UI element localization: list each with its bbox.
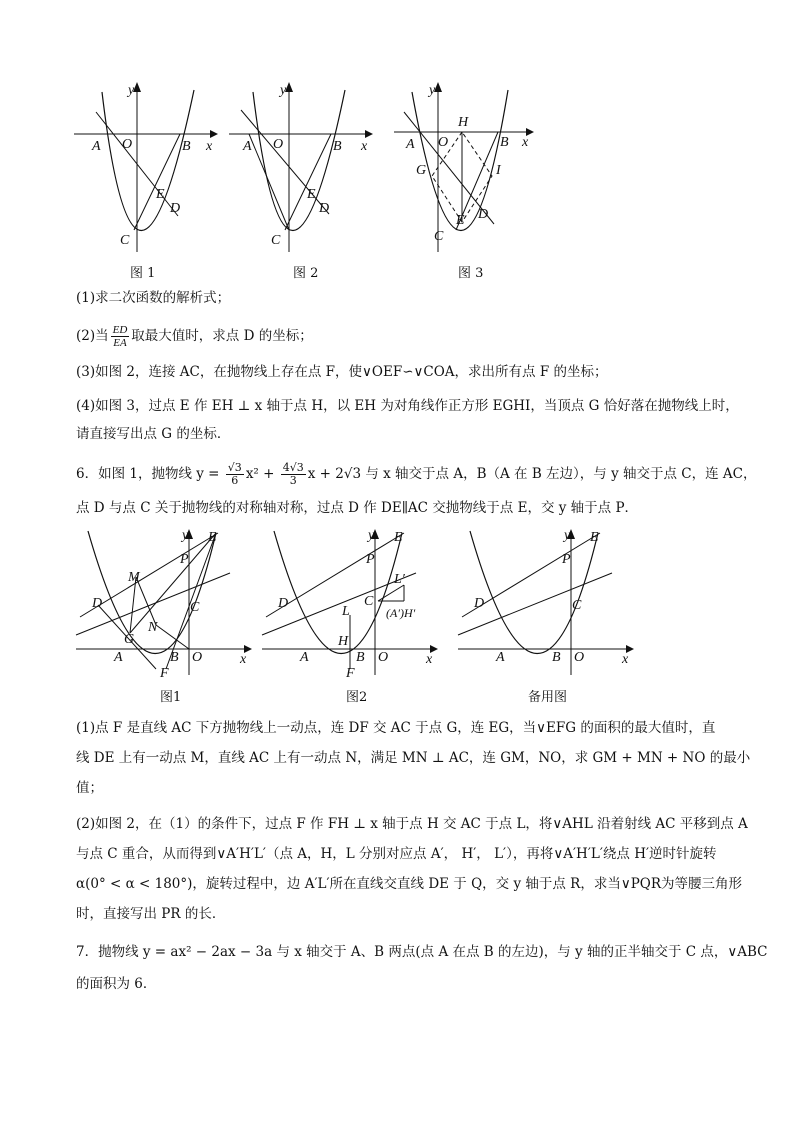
y-label: y (280, 83, 287, 98)
frac-num: √3 (227, 461, 242, 474)
point-D-label: D (478, 207, 489, 222)
y-label: y (368, 528, 375, 543)
point-C-label: C (190, 600, 200, 615)
q6-part1a: (1)点 F 是直线 AC 下方抛物线上一动点，连 DF 交 AC 于点 G，连 EG，当∨EFG 的面积的最大值时，直 (76, 720, 716, 736)
point-P-label: P (366, 552, 375, 567)
point-I-label: I (496, 163, 501, 178)
line-GE (130, 533, 216, 633)
segment-GM (130, 577, 136, 633)
x-label: x (522, 135, 529, 150)
point-E-label: E (394, 530, 403, 545)
q6-intro-b: 点 D 与点 C 关于抛物线的对称轴对称，过点 D 作 DE∥AC 交抛物线于点 E，交 y 轴于点 P． (76, 500, 639, 516)
point-A-label: A (300, 650, 309, 665)
point-C-label: C (271, 233, 281, 248)
point-A-label: A (496, 650, 505, 665)
q6-diagram-1 (72, 525, 257, 710)
parabola (102, 90, 194, 231)
point-O-label: O (273, 137, 284, 152)
point-O-label: O (438, 135, 449, 150)
q5-part2-post: 取最大值时，求点 D 的坐标； (131, 328, 313, 344)
line-AD (241, 110, 329, 214)
frac-den: 3 (289, 474, 297, 487)
point-B-label: B (500, 135, 509, 150)
point-Lprime-label: L′ (394, 572, 405, 587)
fraction-sqrt3-6 (226, 462, 244, 487)
point-B-label: B (333, 139, 342, 154)
q6-part2b: 与点 C 重合，从而得到∨A′H′L′（点 A，H，L 分别对应点 A′， H′， L′），再将∨A′H′L′绕点 H′逆时针旋转 (76, 846, 717, 862)
caption-q6-fig1: 图1 (160, 690, 182, 705)
point-C-label: C (572, 598, 582, 613)
figure-2 (225, 80, 375, 285)
point-O-label: O (122, 137, 133, 152)
q7-line-a: 7．抛物线 y = ax² − 2ax − 3a 与 x 轴交于 A、B 两点(点 A 在点 B 的左边)，与 y 轴的正半轴交于 C 点，∨ABC (76, 944, 768, 960)
q6-diagram-2 (258, 525, 443, 710)
q6-part1b: 线 DE 上有一动点 M，直线 AC 上有一动点 N，满足 MN ⊥ AC，连 GM，NO，求 GM + MN + NO 的最小 (76, 750, 751, 766)
point-H-label: H (458, 115, 469, 130)
parabola (470, 531, 598, 654)
fraction-ED-EA (111, 324, 130, 349)
point-D-label: D (170, 201, 181, 216)
q6-figure-2 (258, 525, 443, 710)
caption-q6-backup: 备用图 (528, 690, 568, 705)
caption-fig3: 图 3 (458, 266, 484, 281)
point-A-label: A (243, 139, 252, 154)
fraction-4sqrt3-3 (281, 462, 306, 487)
x-label: x (361, 139, 368, 154)
q6-part2c: α(0° < α < 180°)，旋转过程中，边 A′L′所在直线交直线 DE 于 Q，交 y 轴于点 R，求当∨PQR为等腰三角形 (76, 876, 743, 892)
figure-3 (390, 80, 540, 285)
q7-line-b: 的面积为 6． (76, 976, 157, 992)
point-B-label: B (182, 139, 191, 154)
caption-fig1: 图 1 (130, 266, 156, 281)
point-G-label: G (416, 163, 427, 178)
point-N-label: N (148, 620, 158, 635)
point-B-label: B (552, 650, 561, 665)
x-label: x (240, 652, 247, 667)
point-E-label: E (156, 187, 165, 202)
parabola (88, 531, 216, 654)
parabola-diagram-2 (225, 80, 375, 285)
y-label: y (128, 83, 135, 98)
q5-part1: (1)求二次函数的解析式； (76, 290, 231, 306)
point-M-label: M (128, 570, 140, 585)
frac-den: 6 (231, 474, 239, 487)
caption-fig2: 图 2 (293, 266, 319, 281)
point-AprimeHprime-label: (A′)H′ (386, 606, 416, 620)
frac-num: 4√3 (282, 461, 304, 474)
point-L-label: L (342, 604, 350, 619)
point-C-label: C (434, 229, 444, 244)
q6-intro-a (76, 461, 757, 487)
q5-part4a: (4)如图 3，过点 E 作 EH ⊥ x 轴于点 H，以 EH 为对角线作正方形 EGHI，当顶点 G 恰好落在抛物线上时， (76, 398, 739, 414)
q6-diagram-backup (454, 525, 639, 710)
point-D-label: D (319, 201, 330, 216)
y-label: y (182, 528, 189, 543)
point-P-label: P (180, 552, 189, 567)
q6-part1c: 值； (76, 780, 103, 796)
point-A-label: A (114, 650, 123, 665)
parabola-diagram-1 (70, 80, 220, 285)
frac-den: EA (113, 337, 127, 349)
point-D-label: D (92, 596, 103, 611)
q5-part2-pre: (2)当 (76, 328, 109, 344)
point-F-label: F (346, 666, 355, 681)
figure-1 (70, 80, 220, 285)
point-O-label: O (192, 650, 203, 665)
q5-part4b: 请直接写出点 G 的坐标． (76, 426, 231, 442)
segment-A'L' (378, 585, 404, 601)
x-label: x (622, 652, 629, 667)
q5-part2 (76, 324, 726, 349)
parabola (253, 90, 345, 231)
point-D-label: D (278, 596, 289, 611)
parabola-diagram-3 (390, 80, 540, 285)
q6-intro-a1: 6．如图 1，抛物线 y = (76, 466, 224, 482)
x-label: x (206, 139, 213, 154)
point-C-label: C (120, 233, 130, 248)
q5-part3: (3)如图 2，连接 AC，在抛物线上存在点 F，使∨OEF∽∨COA，求出所有点 F 的坐标； (76, 364, 608, 380)
q6-figure-1 (72, 525, 257, 710)
point-G-label: G (124, 632, 135, 647)
point-H-label: H (338, 634, 349, 649)
point-B-label: B (170, 650, 179, 665)
point-P-label: P (562, 552, 571, 567)
point-C-label: C (364, 594, 374, 609)
q6-figure-backup (454, 525, 639, 710)
point-F-label: F (160, 666, 169, 681)
q6-part2a: (2)如图 2，在（1）的条件下，过点 F 作 FH ⊥ x 轴于点 H 交 AC 于点 L，将∨AHL 沿着射线 AC 平移到点 A (76, 816, 748, 832)
x-label: x (426, 652, 433, 667)
point-D-label: D (474, 596, 485, 611)
caption-q6-fig2: 图2 (346, 690, 368, 705)
frac-num: ED (112, 324, 128, 336)
y-label: y (429, 83, 436, 98)
q6-intro-a3: x + 2√3 与 x 轴交于点 A，B（A 在 B 左边），与 y 轴交于点 C，连 AC， (307, 466, 757, 482)
point-E-label: E (307, 187, 316, 202)
point-E-label: E (208, 530, 217, 545)
point-O-label: O (574, 650, 585, 665)
point-B-label: B (356, 650, 365, 665)
point-A-label: A (92, 139, 101, 154)
point-O-label: O (378, 650, 389, 665)
q6-intro-a2: x² + (245, 466, 279, 482)
y-label: y (564, 528, 571, 543)
parabola (412, 90, 508, 231)
point-A-label: A (406, 137, 415, 152)
point-E-label: E (456, 213, 465, 228)
q6-part2d: 时，直接写出 PR 的长． (76, 906, 226, 922)
point-E-label: E (590, 530, 599, 545)
